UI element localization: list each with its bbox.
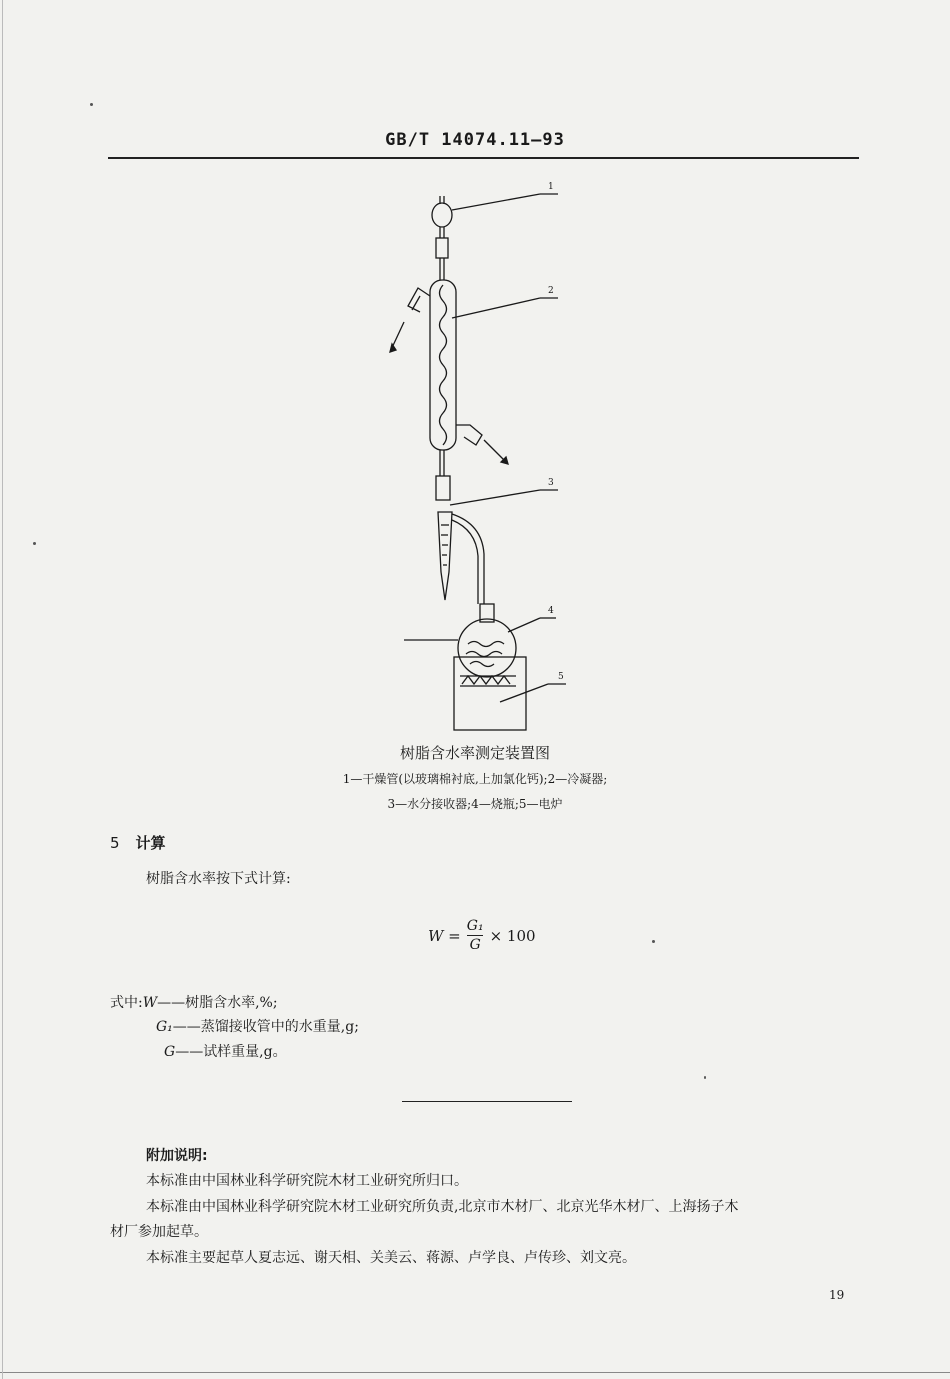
electric-stove	[454, 657, 526, 730]
drying-tube-bulb	[432, 203, 452, 227]
notes-paragraph-1: 本标准由中国林业科学研究院木材工业研究所归口。	[146, 1173, 468, 1189]
variable-desc: ——树脂含水率,%;	[157, 995, 278, 1011]
figure-caption-line1: 1—干燥管(以玻璃棉衬底,上加氯化钙);2—冷凝器;	[342, 772, 608, 786]
scan-speck	[90, 103, 93, 106]
page-number: 19	[829, 1288, 845, 1302]
scan-speck	[704, 1076, 706, 1079]
standard-code: GB/T 14074.11—93	[385, 130, 565, 150]
figure-label-2: 2	[548, 286, 554, 296]
notes-paragraph-2-line-1: 本标准由中国林业科学研究院木材工业研究所负责,北京市木材厂、北京光华木材厂、上海扬子木	[146, 1199, 739, 1215]
formula-denominator: G	[469, 937, 481, 953]
scan-speck	[33, 542, 36, 545]
section-intro: 树脂含水率按下式计算:	[146, 871, 291, 887]
apparatus-diagram	[370, 175, 600, 735]
end-separator	[402, 1101, 572, 1102]
figure-caption-title: 树脂含水率测定装置图	[399, 744, 550, 762]
variable-name: W	[142, 995, 158, 1011]
header-rule	[108, 157, 859, 159]
section-number: 5	[110, 834, 120, 852]
scan-speck	[652, 940, 655, 943]
formula-fraction	[467, 918, 484, 953]
fraction-bar	[467, 935, 483, 936]
notes-title: 附加说明:	[146, 1148, 208, 1164]
formula-rhs: × 100	[489, 926, 536, 945]
variable-G	[164, 1041, 287, 1061]
notes-paragraph-3: 本标准主要起草人夏志远、谢天相、关美云、蒋源、卢学良、卢传珍、刘文亮。	[146, 1250, 636, 1266]
formula-lhs: W =	[428, 926, 461, 945]
flask	[458, 619, 516, 677]
variable-name: G	[164, 1044, 176, 1060]
figure-label-1: 1	[548, 182, 554, 192]
left-scan-edge	[2, 0, 3, 1379]
formula	[428, 918, 536, 953]
figure-label-3: 3	[548, 478, 554, 488]
formula-numerator: G₁	[466, 918, 484, 934]
where-prefix: 式中:	[110, 995, 143, 1011]
figure-label-4: 4	[548, 606, 554, 616]
variable-G1	[156, 1016, 359, 1036]
variable-name: G₁	[156, 1019, 173, 1035]
variable-desc: ——试样重量,g。	[175, 1044, 287, 1060]
variable-desc: ——蒸馏接收管中的水重量,g;	[172, 1019, 359, 1035]
notes-paragraph-2-line-2: 材厂参加起草。	[110, 1224, 208, 1240]
section-title: 计算	[135, 834, 166, 852]
section-heading	[110, 832, 166, 853]
variable-W	[110, 992, 278, 1012]
figure-caption-line2: 3—水分接收器;4—烧瓶;5—电炉	[387, 797, 563, 811]
figure-label-5: 5	[558, 672, 564, 682]
bottom-scan-edge	[0, 1372, 950, 1373]
